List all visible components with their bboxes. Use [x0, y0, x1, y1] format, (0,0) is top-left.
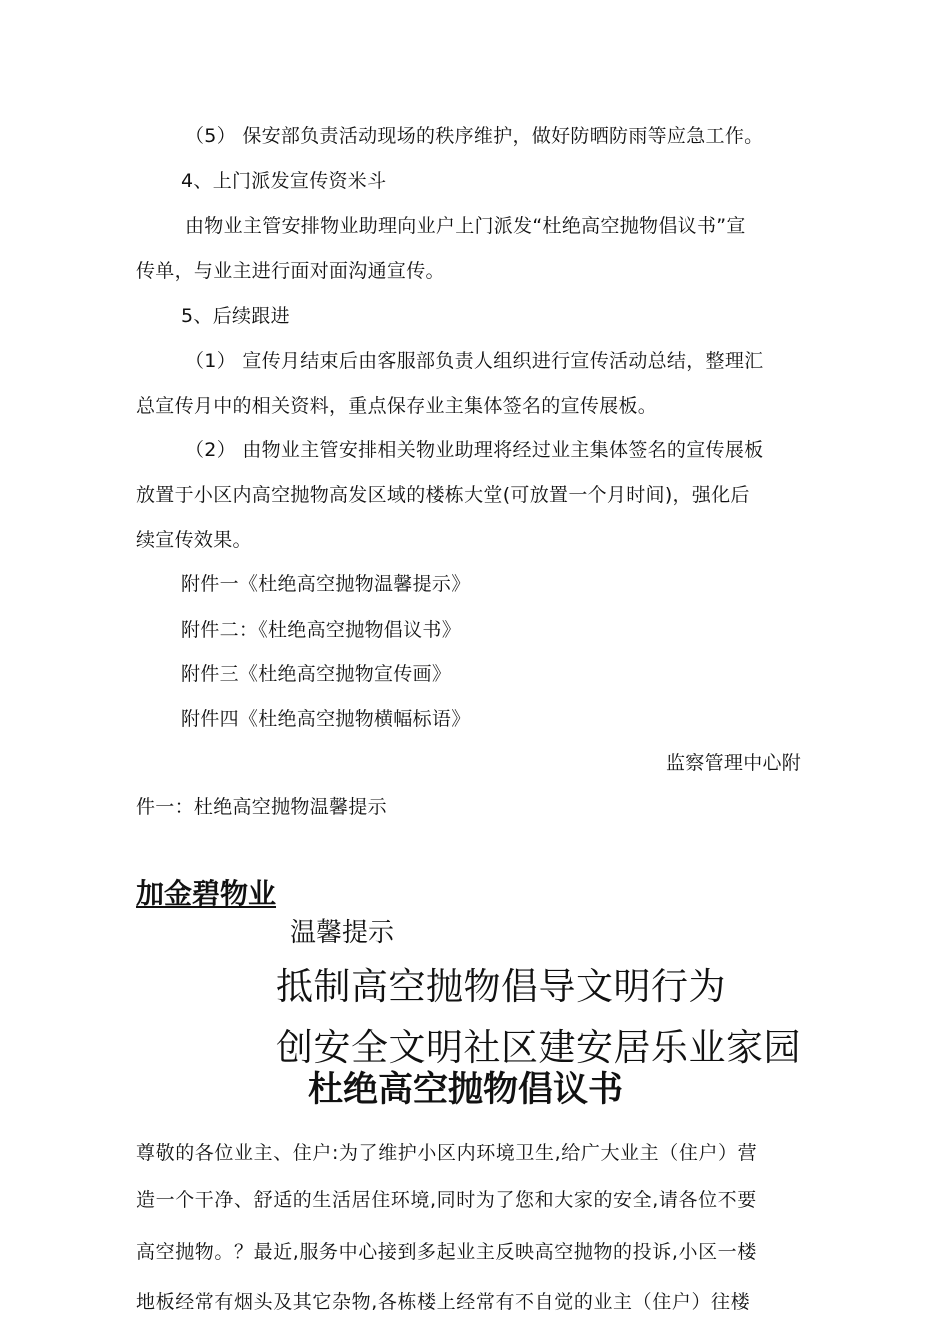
slogan-line-1: 抵制高空抛物倡导文明行为 — [276, 965, 726, 1008]
paragraph-line: 传单，与业主进行面对面沟通宣传。 — [136, 260, 445, 282]
paragraph-line: 续宣传效果。 — [136, 529, 252, 551]
body-line: 造一个干净、舒适的生活居住环境,同时为了您和大家的安全,请各位不要 — [136, 1189, 757, 1211]
company-name: 加金碧物业 — [136, 877, 277, 910]
paragraph-line: （5） 保安部负责活动现场的秩序维护，做好防晒防雨等应急工作。 — [185, 125, 764, 147]
attachment-caption: 件一：杜绝高空抛物温馨提示 — [136, 796, 387, 818]
attachment-item: 附件二：《杜绝高空抛物倡议书》 — [181, 619, 462, 641]
paragraph-line: 由物业主管安排物业助理向业户上门派发“杜绝高空抛物倡议书”宣 — [185, 215, 746, 237]
proposal-title: 杜绝高空抛物倡议书 — [308, 1070, 624, 1110]
attachment-item: 附件一《杜绝高空抛物温馨提示》 — [181, 573, 471, 595]
paragraph-line: （2） 由物业主管安排相关物业助理将经过业主集体签名的宣传展板 — [185, 439, 764, 461]
paragraph-line: 总宣传月中的相关资料，重点保存业主集体签名的宣传展板。 — [136, 395, 658, 417]
body-line: 地板经常有烟头及其它杂物,各栋楼上经常有不自觉的业主（住户）往楼 — [136, 1291, 751, 1313]
section-heading: 4、上门派发宣传资米斗 — [181, 170, 387, 192]
body-line: 高空抛物。？最近,服务中心接到多起业主反映高空抛物的投诉,小区一楼 — [136, 1241, 757, 1263]
body-line: 尊敬的各位业主、住户:为了维护小区内环境卫生,给广大业主（住户）营 — [136, 1142, 758, 1164]
attachment-item: 附件三《杜绝高空抛物宣传画》 — [181, 663, 452, 685]
slogan-line-2: 创安全文明社区建安居乐业家园 — [276, 1026, 801, 1069]
attachment-item: 附件四《杜绝高空抛物横幅标语》 — [181, 708, 471, 730]
warm-tip-heading: 温馨提示 — [290, 918, 395, 948]
section-heading: 5、后续跟进 — [181, 305, 290, 327]
department-signature: 监察管理中心附 — [666, 752, 802, 774]
paragraph-line: 放置于小区内高空抛物高发区域的楼栋大堂(可放置一个月时间)，强化后 — [136, 484, 750, 506]
paragraph-line: （1） 宣传月结束后由客服部负责人组织进行宣传活动总结，整理汇 — [185, 350, 764, 372]
